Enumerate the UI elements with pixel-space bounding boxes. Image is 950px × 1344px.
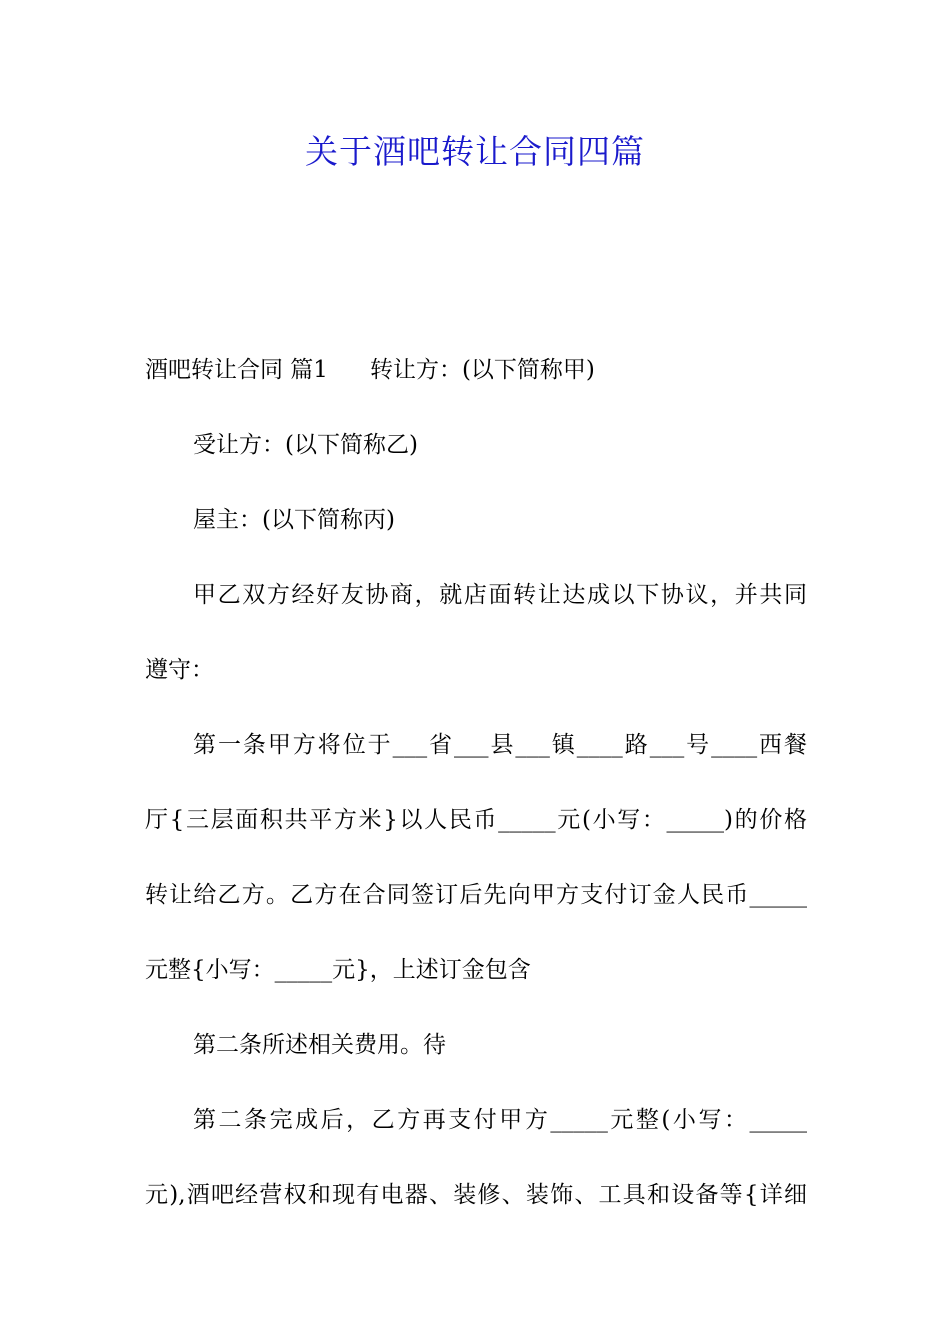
paragraph-line-1 (145, 333, 807, 408)
paragraph-line-5: 遵守： (145, 657, 214, 683)
paragraph-line-8: 转让给乙方。乙方在合同签订后先向甲方支付订金人民币_____ (145, 882, 807, 908)
paragraph-line-10: 第二条所述相关费用。待 (193, 1032, 446, 1058)
document-body (145, 333, 807, 1233)
paragraph-line-3: 屋主：(以下简称丙) (193, 507, 395, 533)
paragraph-line-4: 甲乙双方经好友协商，就店面转让达成以下协议，并共同 (193, 582, 807, 608)
document-title: 关于酒吧转让合同四篇 (305, 132, 645, 171)
paragraph-line-7: 厅{三层面积共平方米}以人民币_____元(小写：_____)的价格 (145, 807, 807, 833)
paragraph-line-6: 第一条甲方将位于___省___县___镇____路___号____西餐 (193, 732, 807, 758)
section-heading: 酒吧转让合同 篇1 (145, 357, 328, 383)
paragraph-line-2: 受让方：(以下简称乙) (193, 432, 418, 458)
transferor-label: 转让方：(以下简称甲) (369, 357, 595, 383)
paragraph-line-12: 元),酒吧经营权和现有电器、装修、装饰、工具和设备等{详细 (145, 1182, 807, 1208)
paragraph-line-9: 元整{小写：_____元}，上述订金包含 (145, 957, 531, 983)
paragraph-line-11: 第二条完成后，乙方再支付甲方_____元整(小写：_____ (193, 1107, 807, 1133)
